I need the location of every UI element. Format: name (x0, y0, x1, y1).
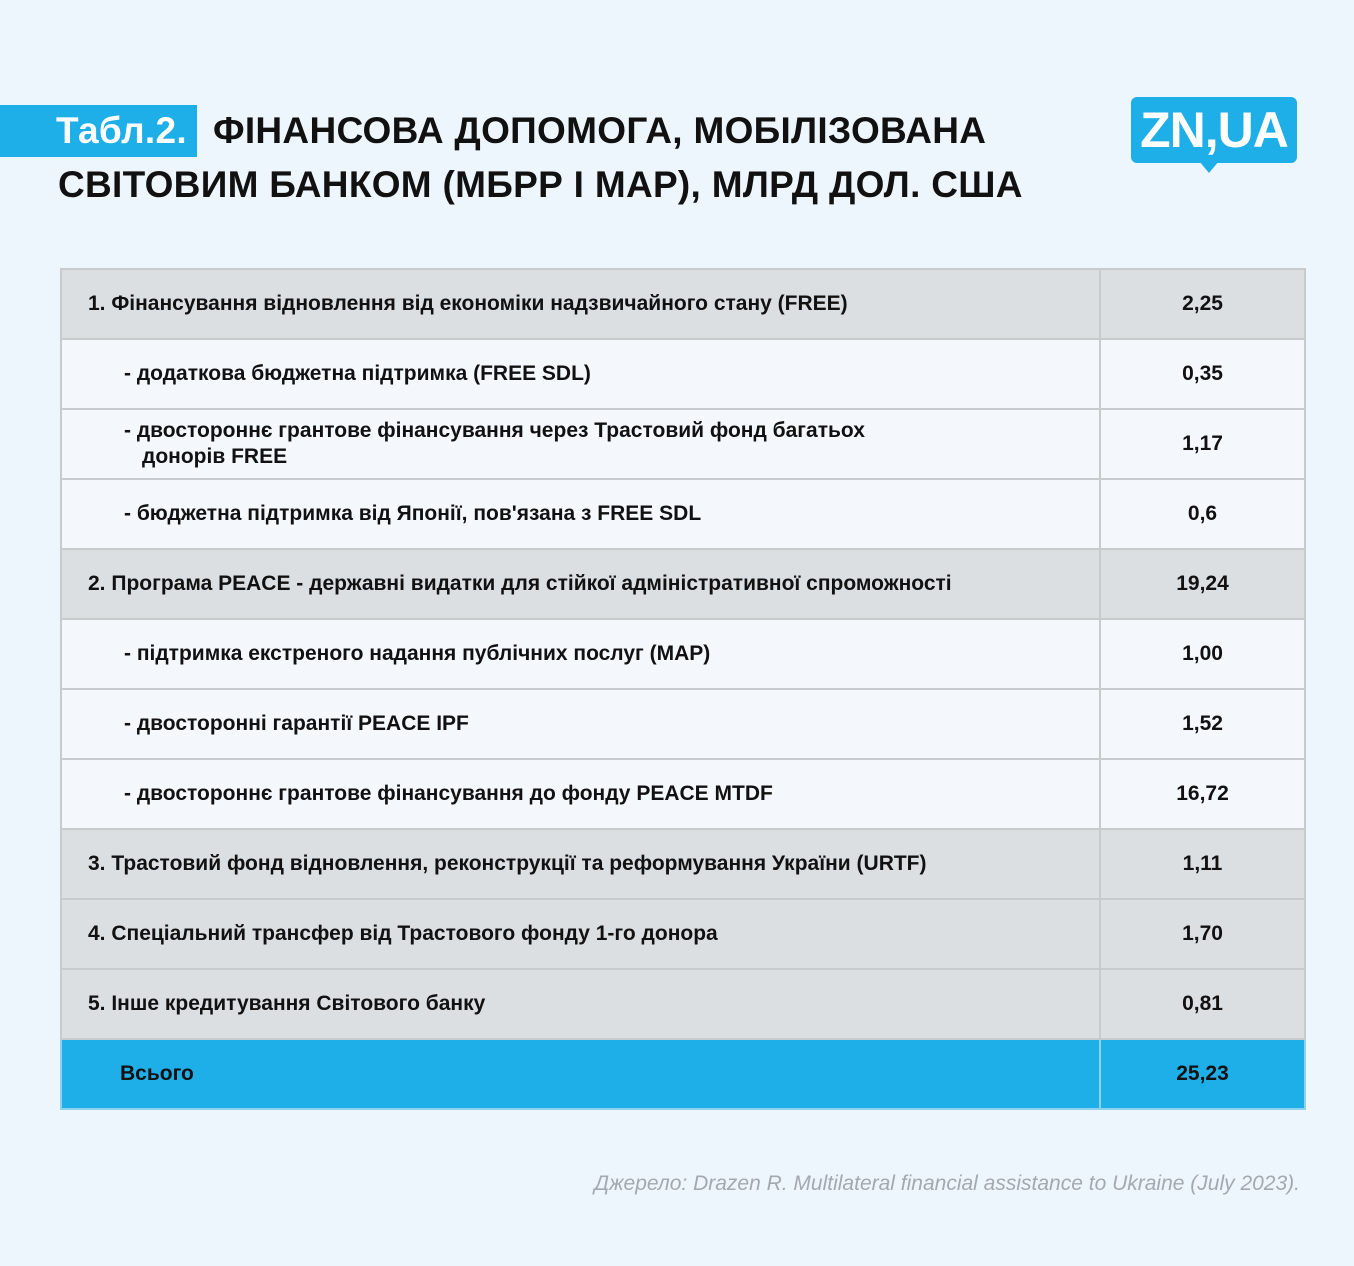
table-row (61, 1039, 1305, 1109)
row-label: - підтримка екстреного надання публічних послуг (МАР) (124, 642, 711, 665)
title-line-1 (0, 104, 1110, 158)
row-label-cell (61, 829, 1100, 899)
row-label-cell (61, 1039, 1100, 1109)
row-label: - двостороннє грантове фінансування до фонду PEACE MTDF (124, 782, 773, 805)
row-label: - додаткова бюджетна підтримка (FREE SDL) (124, 362, 591, 385)
table-row (61, 969, 1305, 1039)
row-label-cell (61, 409, 1100, 479)
table-row (61, 479, 1305, 549)
row-label: 4. Спеціальний трансфер від Трастового фонду 1-го донора (88, 922, 718, 945)
row-label-cell (61, 549, 1100, 619)
row-label: 2. Програма PEACE - державні видатки для стійкої адміністративної спроможності (88, 572, 952, 595)
row-label: 1. Фінансування відновлення від економіки надзвичайного стану (FREE) (88, 292, 848, 315)
row-label-cell (61, 269, 1100, 339)
table-row (61, 689, 1305, 759)
page-title (0, 104, 1110, 212)
table-number-badge: Табл.2. (0, 105, 197, 157)
row-value: 0,6 (1100, 479, 1305, 549)
row-value: 0,81 (1100, 969, 1305, 1039)
row-label: - двосторонні гарантії PEACE IPF (124, 712, 469, 735)
row-label-cell (61, 619, 1100, 689)
table-row (61, 339, 1305, 409)
row-value: 1,70 (1100, 899, 1305, 969)
row-value: 2,25 (1100, 269, 1305, 339)
source-note: Джерело: Drazen R. Multilateral financial assistance to Ukraine (July 2023). (594, 1172, 1300, 1195)
row-label: Всього (120, 1062, 194, 1085)
row-label-cell (61, 969, 1100, 1039)
table-row (61, 549, 1305, 619)
table-row (61, 899, 1305, 969)
row-value: 0,35 (1100, 339, 1305, 409)
row-label-cell (61, 759, 1100, 829)
table-row (61, 829, 1305, 899)
row-label: 5. Інше кредитування Світового банку (88, 992, 486, 1015)
row-value: 1,17 (1100, 409, 1305, 479)
table-row (61, 409, 1305, 479)
row-label-cell (61, 339, 1100, 409)
row-label: - двостороннє грантове фінансування через Трастовий фонд багатьох донорів FREE (124, 419, 865, 468)
table-row (61, 619, 1305, 689)
row-value: 1,52 (1100, 689, 1305, 759)
logo-speech-tail (1199, 161, 1219, 173)
table-row (61, 269, 1305, 339)
row-value: 25,23 (1100, 1039, 1305, 1109)
row-value: 1,11 (1100, 829, 1305, 899)
table-body (61, 269, 1305, 1109)
row-value: 1,00 (1100, 619, 1305, 689)
data-table (60, 268, 1306, 1110)
row-label: - бюджетна підтримка від Японії, пов'язана з FREE SDL (124, 502, 702, 525)
row-label-cell (61, 479, 1100, 549)
row-value: 16,72 (1100, 759, 1305, 829)
table-row (61, 759, 1305, 829)
row-label: 3. Трастовий фонд відновлення, реконструкції та реформування України (URTF) (88, 852, 927, 875)
zn-ua-logo (1131, 97, 1297, 177)
row-label-cell (61, 899, 1100, 969)
row-label-cell (61, 689, 1100, 759)
title-text-line-1: ФІНАНСОВА ДОПОМОГА, МОБІЛІЗОВАНА (212, 110, 987, 151)
row-value: 19,24 (1100, 549, 1305, 619)
title-text-line-2: СВІТОВИМ БАНКОМ (МБРР І МАР), МЛРД ДОЛ. США (58, 164, 1023, 205)
logo-text: ZN,UA (1131, 97, 1297, 163)
